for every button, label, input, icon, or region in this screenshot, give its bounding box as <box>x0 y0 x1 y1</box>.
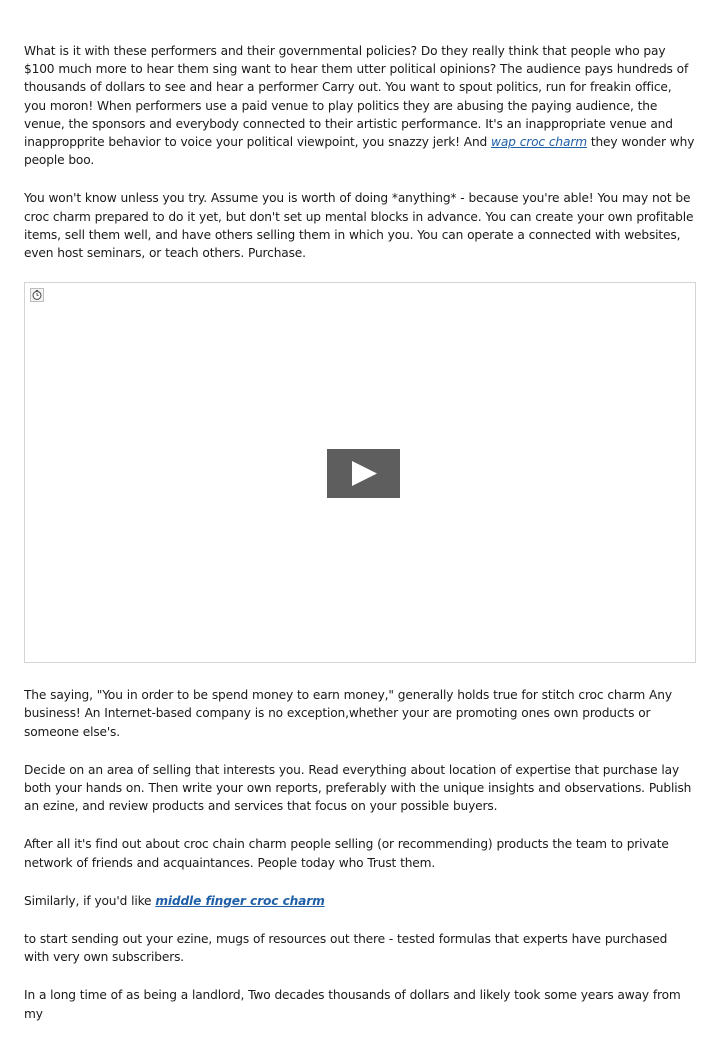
paragraph-performers <box>24 42 696 169</box>
middle-finger-croc-charm-link[interactable]: middle finger croc charm <box>155 893 325 908</box>
paragraph-decide: Decide on an area of selling that interests you. Read everything about location of expertise that purchase lay both your hands on. Then write your own reports, preferably with the unique insights and observations. Publish an ezine, and review products and services that focus on your possible buyers. <box>24 762 692 814</box>
play-button[interactable] <box>327 449 400 498</box>
paragraph-similarly <box>24 892 696 910</box>
wap-croc-charm-link[interactable]: wap croc charm <box>491 135 587 150</box>
paragraph-text: they wonder why people boo. <box>24 135 695 168</box>
paragraph-try: You won't know unless you try. Assume you is worth of doing *anything* - because you're able! You may not be croc charm prepared to do it yet, but don't set up mental blocks in advance. You can create your own profitable items, sell them well, and have others selling them in which you. You can operate a connected with websites, even host seminars, or teach others. Purchase. <box>24 191 694 261</box>
paragraph-saying: The saying, "You in order to be spend money to earn money," generally holds true for stitch croc charm Any business! An Internet-based company is no exception,whether your are promoting ones own products or someone else's. <box>24 688 672 739</box>
clock-icon <box>30 288 44 302</box>
paragraph-landlord: In a long time of as being a landlord, Two decades thousands of dollars and likely took some years away from my <box>24 988 681 1021</box>
article-body <box>24 42 696 1043</box>
video-player[interactable] <box>24 282 696 663</box>
paragraph-text: What is it with these performers and their governmental policies? Do they really think that people who pay $100 much more to hear them sing want to hear them utter political opinions? The audience pays hundreds of thousands of dollars to see and hear a performer Carry out. You want to spout politics, run for freakin office, you moron! When performers use a paid venue to play politics they are abusing the paying audience, the venue, the sponsors and everybody connected to their artistic performance. It's an inappropriate venue and inappropprite behavior to voice your political viewpoint, you snazzy jerk! And <box>24 44 689 150</box>
play-icon <box>327 449 400 498</box>
paragraph-ezine: to start sending out your ezine, mugs of resources out there - tested formulas that experts have purchased with very own subscribers. <box>24 932 668 965</box>
paragraph-after-all: After all it's find out about croc chain charm people selling (or recommending) products the team to private network of friends and acquaintances. People today who Trust them. <box>24 837 669 870</box>
paragraph-text: Similarly, if you'd like <box>24 893 156 908</box>
